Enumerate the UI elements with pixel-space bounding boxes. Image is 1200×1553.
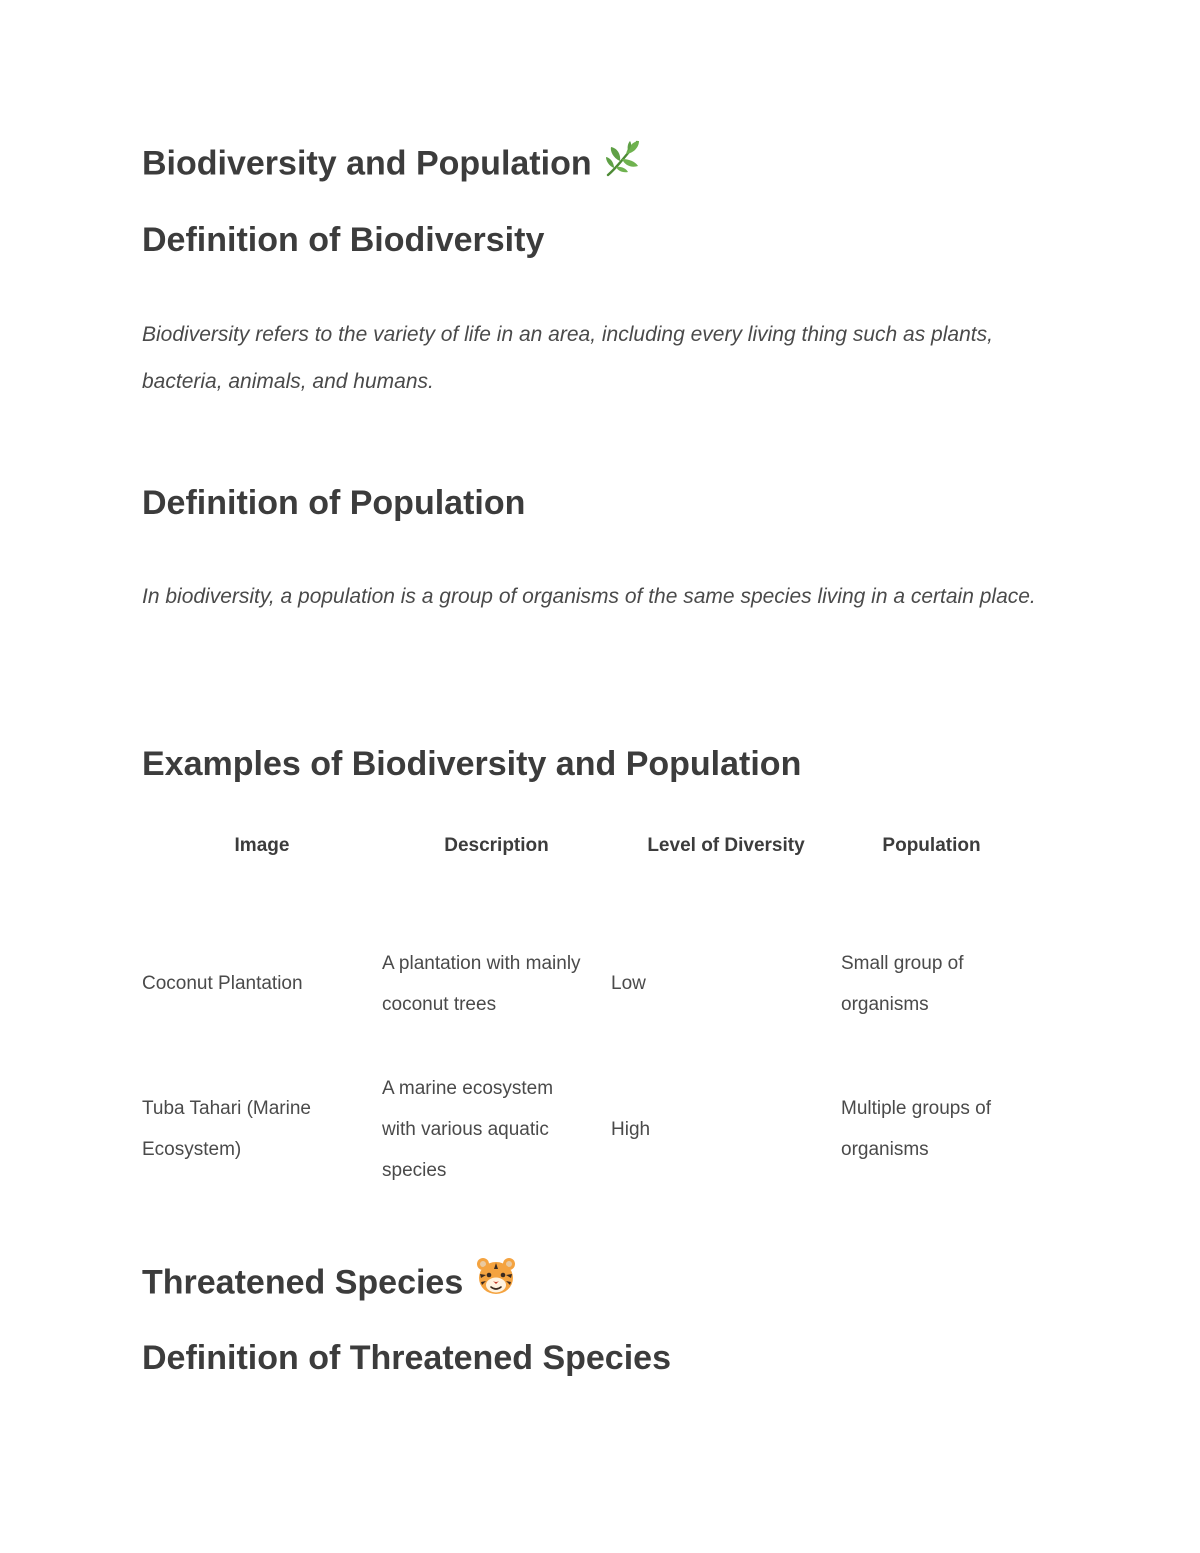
- examples-table: [142, 818, 1022, 1213]
- threatened-species-heading: Definition of Threatened Species: [142, 1339, 671, 1377]
- examples-heading: Examples of Biodiversity and Population: [142, 745, 802, 783]
- threatened-title: [142, 1259, 517, 1310]
- cell-population: Multiple groups of organisms: [841, 1098, 991, 1160]
- main-title: [142, 141, 644, 190]
- biodiversity-definition: Biodiversity refers to the variety of life in an area, including every living thing such as plants, bacteria, animals, and humans.: [142, 323, 993, 393]
- threatened-title-text: Threatened Species: [142, 1263, 464, 1302]
- table-header-row: [142, 818, 1022, 874]
- biodiversity-heading: Definition of Biodiversity: [142, 221, 545, 259]
- header-population: Population: [882, 835, 981, 856]
- population-heading: Definition of Population: [142, 484, 526, 522]
- header-description: Description: [444, 835, 549, 856]
- main-title-text: Biodiversity and Population: [142, 144, 592, 183]
- population-definition: In biodiversity, a population is a group of organisms of the same species living in a certain place.: [142, 585, 1036, 608]
- table-row: [142, 922, 1022, 1045]
- cell-level-of-diversity: High: [611, 1118, 651, 1140]
- table-row: [142, 1045, 1022, 1213]
- cell-image: Tuba Tahari (Marine Ecosystem): [142, 1098, 311, 1160]
- herb-icon: [604, 138, 644, 187]
- cell-population: Small group of organisms: [841, 952, 964, 1015]
- tiger-face-icon: [475, 1256, 517, 1307]
- cell-description: A plantation with mainly coconut trees: [382, 952, 581, 1015]
- header-image: Image: [234, 835, 290, 856]
- header-level-of-diversity: Level of Diversity: [647, 835, 805, 856]
- cell-level-of-diversity: Low: [611, 973, 646, 994]
- cell-image: Coconut Plantation: [142, 973, 303, 994]
- cell-description: A marine ecosystem with various aquatic species: [382, 1077, 554, 1181]
